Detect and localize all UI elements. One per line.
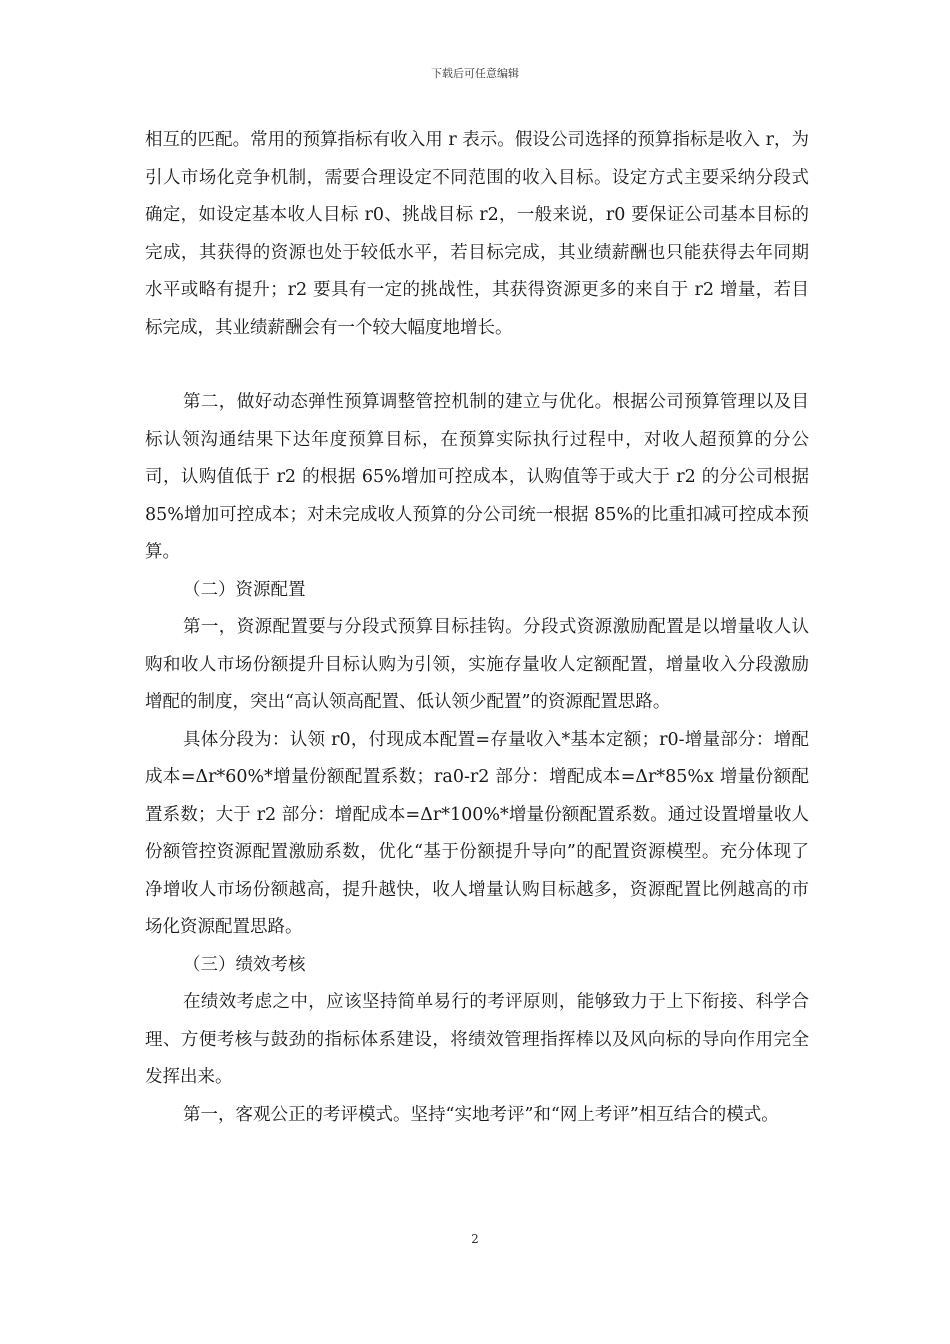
paragraph-segment-details: 具体分段为：认领 r0，付现成本配置=存量收入*基本定额；r0-增量部分：增配成本=Δr*60%*增量份额配置系数；ra0-r2 部分：增配成本=Δr*85%x 增量份额配置系数；大于 r2 部分：增配成本=Δr*100%*增量份额配置系数。通过设置增量收人份额管控资源配置激励系数，优化“基于份额提升导向”的配置资源模型。充分体现了净增收人市场份额越高，提升越快，收人增量认购目标越多，资源配置比例越高的市场化资源配置思路。 <box>145 729 809 937</box>
paragraph-dynamic-budget: 第二，做好动态弹性预算调整管控机制的建立与优化。根据公司预算管理以及目标认领沟通结果下达年度预算目标，在预算实际执行过程中，对收人超预算的分公司，认购值低于 r2 的根据 65%增加可控成本，认购值等于或大于 r2 的分公司根据 85%增加可控成本；对未完成收人预算的分公司统一根据 85%的比重扣减可控成本预算。 <box>145 392 809 562</box>
paragraph-performance-principles: 在绩效考虑之中，应该坚持简单易行的考评原则，能够致力于上下衔接、科学合理、方便考核与鼓劲的指标体系建设，将绩效管理指挥棒以及风向标的导向作用完全发挥出来。 <box>145 992 809 1087</box>
page-number: 2 <box>471 1232 479 1246</box>
paragraph-resource-allocation-first: 第一，资源配置要与分段式预算目标挂钩。分段式资源激励配置是以增量收人认购和收人市场份额提升目标认购为引领，实施存量收人定额配置，增量收入分段激励增配的制度，突出“高认领高配置、低认领少配置”的资源配置思路。 <box>145 617 809 712</box>
section-heading-performance-review: （三）绩效考核 <box>183 954 306 975</box>
paragraph-evaluation-mode: 第一，客观公正的考评模式。坚持“实地考评”和“网上考评”相互结合的模式。 <box>183 1104 779 1125</box>
section-heading-resource-allocation: （二）资源配置 <box>183 579 306 600</box>
page-header: 下载后可任意编辑 <box>431 67 519 80</box>
document-body <box>145 122 809 1134</box>
paragraph-budget-targets: 相互的匹配。常用的预算指标有收入用 r 表示。假设公司选择的预算指标是收入 r，为引人市场化竞争机制，需要合理设定不同范围的收入目标。设定方式主要采纳分段式确定，如设定基本收人目标 r0、挑战目标 r2，一般来说，r0 要保证公司基本目标的完成，其获得的资源也处于较低水平，若目标完成，其业绩薪酬也只能获得去年同期水平或略有提升；r2 要具有一定的挑战性，其获得资源更多的来自于 r2 增量，若目标完成，其业绩薪酬会有一个较大幅度地增长。 <box>145 130 809 338</box>
